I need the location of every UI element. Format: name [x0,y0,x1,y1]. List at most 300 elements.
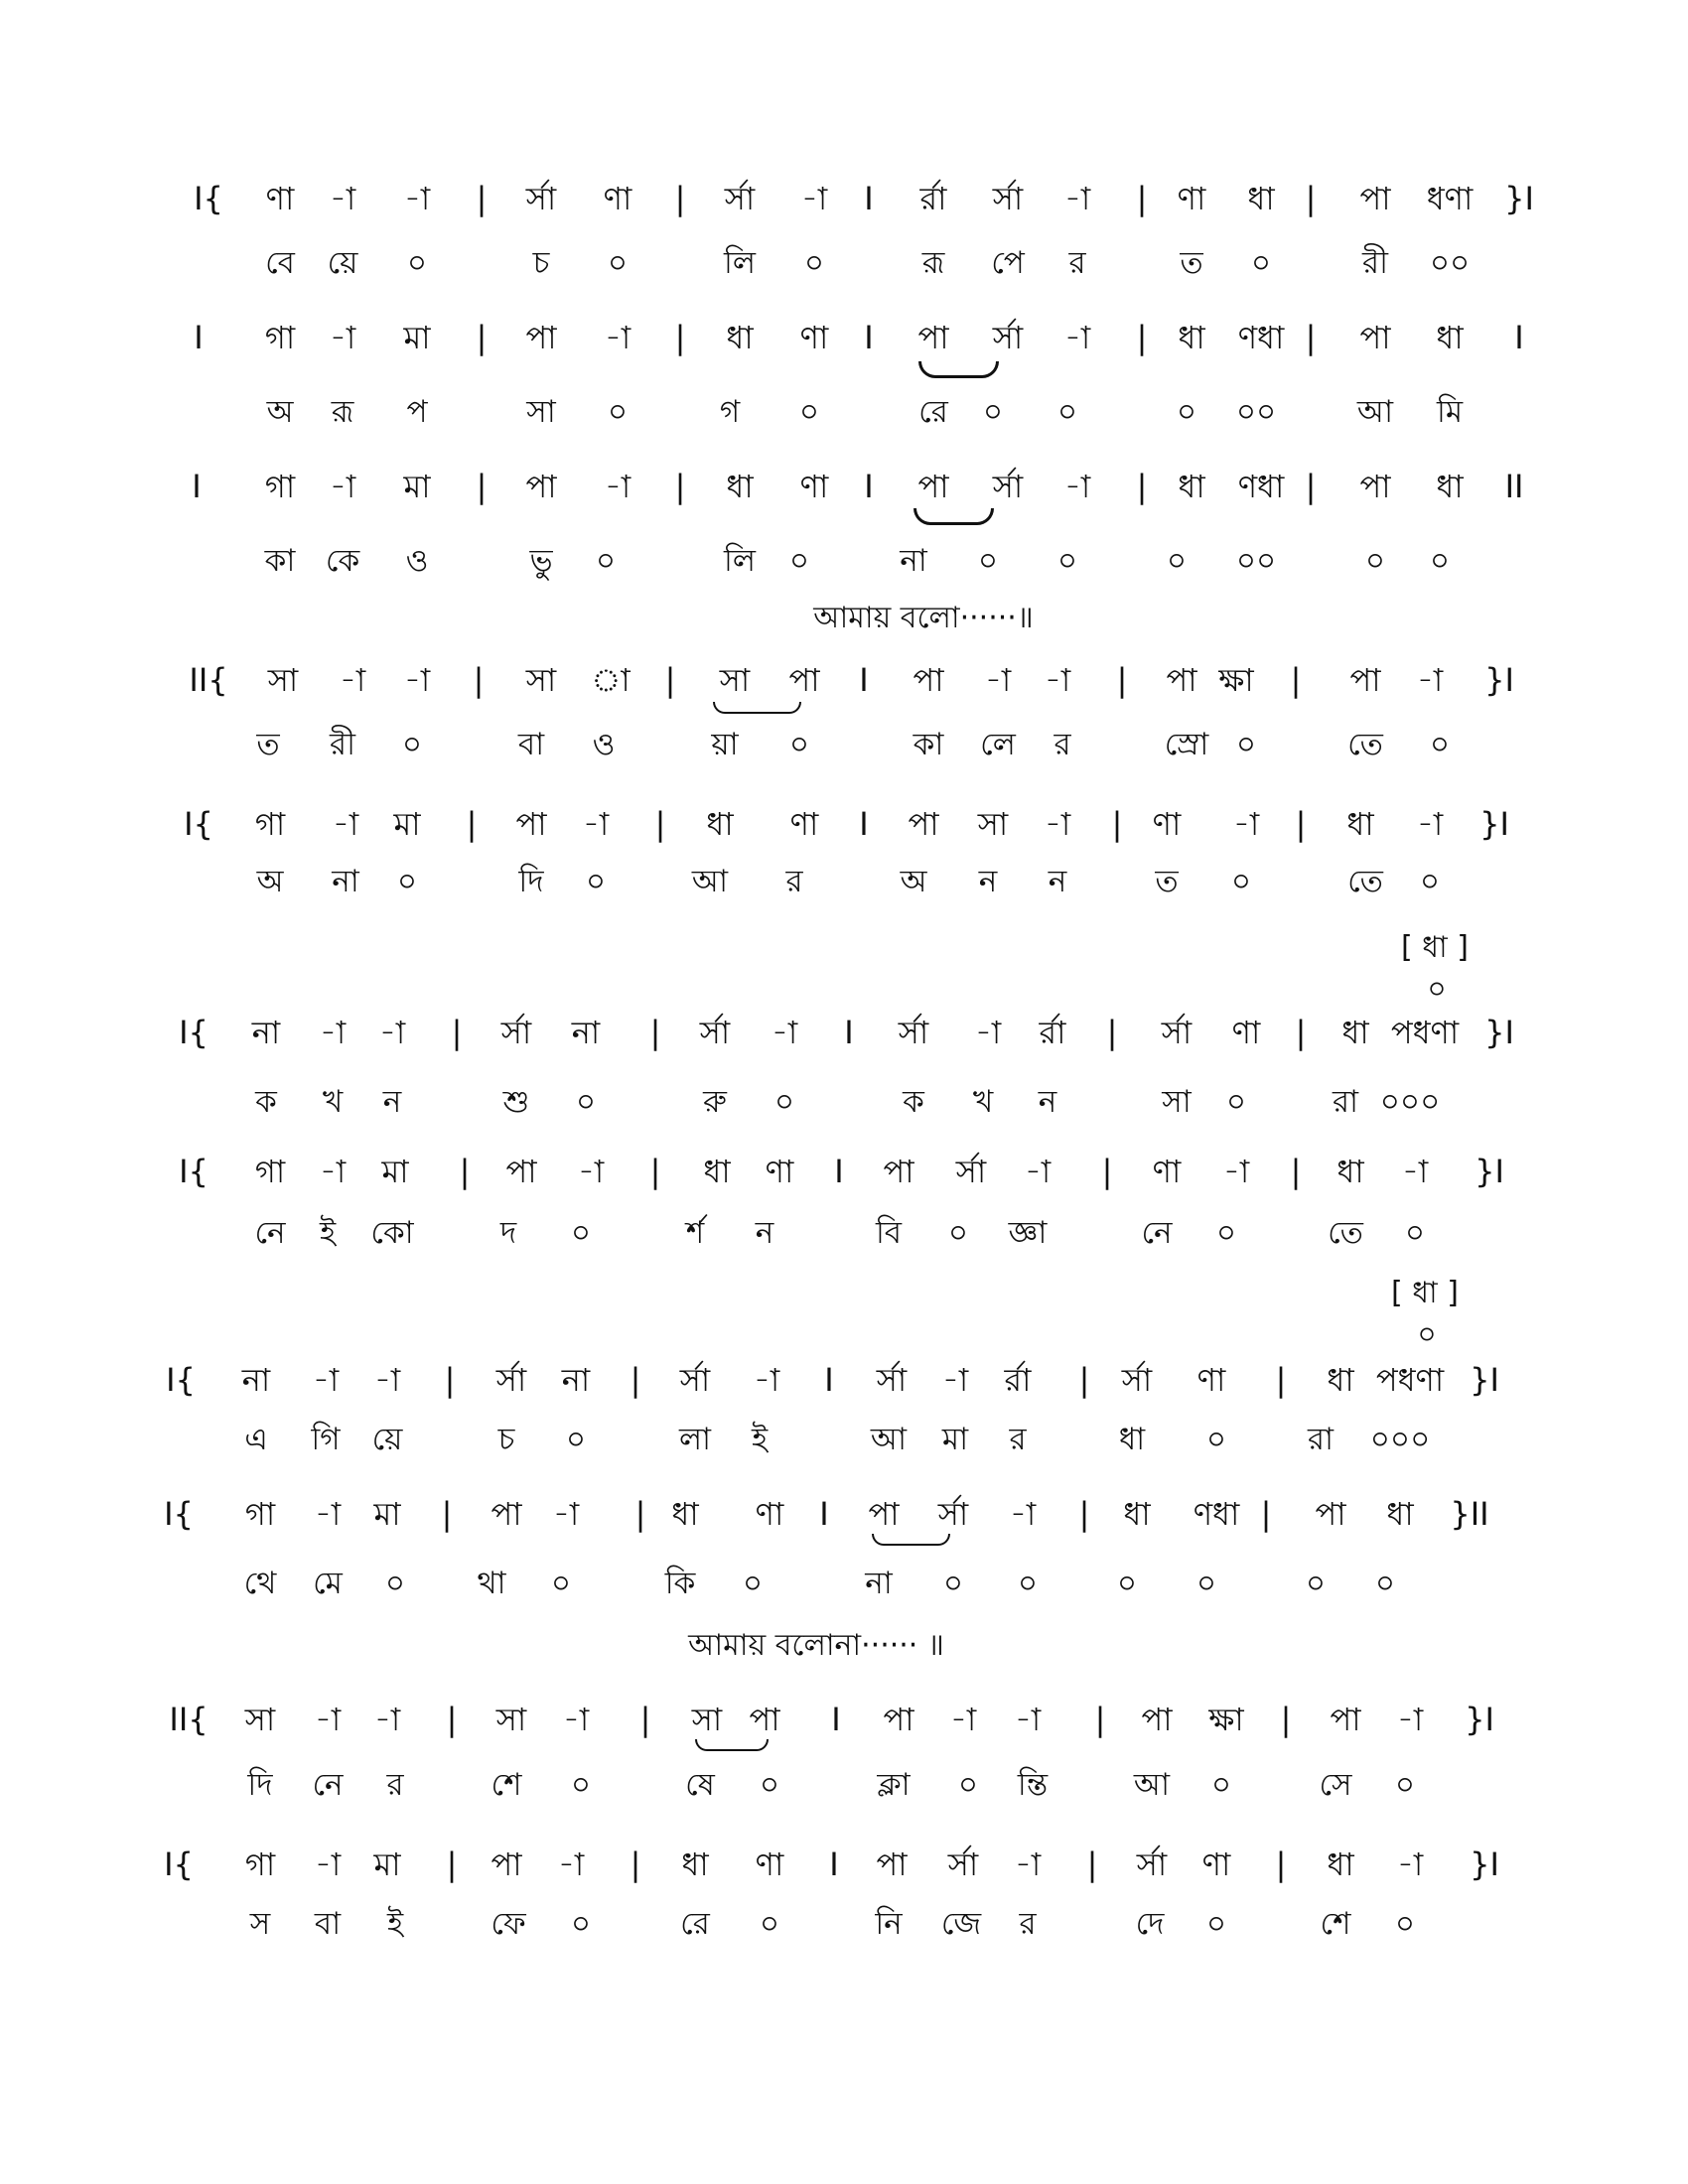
lyric: তে [1347,864,1383,899]
note: পধণা [1390,1014,1460,1051]
note: | [473,661,485,699]
note: | [1305,468,1317,505]
lyric: ০ [570,1906,592,1942]
lyric: ০ [947,1215,969,1251]
note: ধা [1436,468,1464,505]
note: মা [381,1153,409,1190]
lyric: দি [247,1767,273,1803]
lyric: বা [517,727,545,762]
note: মা [403,319,431,356]
lyric: কে [325,543,360,579]
lyric: না [900,543,927,579]
note: -া [378,1014,406,1051]
lyric: ক [903,1084,924,1120]
lyric: ০ [565,1422,587,1457]
lyric: য়ে [327,245,358,281]
note: র্সা [525,180,557,217]
note: া [591,661,631,699]
lyric: র [1019,1906,1037,1942]
note: মা [373,1845,401,1883]
note: II{ [189,661,228,699]
note: I [844,1014,854,1051]
lyric: ০ [1394,1906,1416,1942]
note: I [192,468,202,505]
lyric: ০ [1017,1566,1039,1601]
lyric: প [406,394,428,430]
note: I [819,1495,829,1533]
lyric: ০ [1394,1767,1416,1803]
lyric: ০ [742,1566,764,1601]
note: পা [876,1845,908,1883]
lyric: আ [870,1422,908,1457]
note: | [1290,1153,1302,1190]
lyric: ০ [759,1767,780,1803]
note: পা [1359,468,1391,505]
note: র্সা [679,1361,711,1399]
note: | [1111,805,1123,843]
variant-note: [ ধা ] [1391,1276,1459,1310]
lyric: ০ [957,1767,979,1803]
lyric: ০ [1305,1566,1327,1601]
lyric: কি [664,1566,696,1601]
note: I [834,1153,844,1190]
note: ধা [1178,468,1205,505]
lyric: ন [978,864,998,899]
note: | [630,1361,641,1399]
note: পা [1330,1701,1361,1738]
note: ণা [765,1153,794,1190]
note: পা [1315,1495,1346,1533]
note: ণধা [1193,1495,1240,1533]
note: ণধা [1237,468,1285,505]
note: | [1305,180,1317,217]
lyric: খ [972,1084,994,1120]
note: গা [254,1153,286,1190]
lyric: বে [265,245,295,281]
note: }I [1504,180,1534,217]
note: -া [582,805,610,843]
lyric: অ [900,864,927,899]
note: সা [495,1701,527,1738]
lyric: ০ [942,1566,964,1601]
lyric: ও [592,727,616,762]
note: ক্ষা [1218,661,1254,699]
note: -া [1014,1845,1042,1883]
note: | [1136,180,1148,217]
note: | [630,1845,641,1883]
note: -া [1396,1701,1424,1738]
note: -া [949,1701,977,1738]
note: I{ [164,1495,194,1533]
lyric: স্রো [1164,727,1209,762]
lyric: তে [1328,1215,1363,1251]
lyric: দি [518,864,544,899]
lyric: নে [254,1215,286,1251]
lyric: কা [264,543,296,579]
note: ণা [1231,1014,1261,1051]
note: -া [329,468,356,505]
lyric: ন্তি [1017,1767,1049,1803]
note: }I [1465,1701,1494,1738]
note: | [634,1495,646,1533]
lyric: ০ [982,394,1004,430]
note: পা [917,319,949,356]
note: | [1305,319,1317,356]
note: র্সা [1121,1361,1153,1399]
note: পা [491,1495,522,1533]
lyric: মা [941,1422,969,1457]
note: ধা [1247,180,1275,217]
note: I [829,1845,839,1883]
note: | [654,805,666,843]
lyric: চ [532,245,550,281]
note: -া [319,1153,347,1190]
note: সা [691,1701,723,1738]
lyric: দে [1135,1906,1165,1942]
slur-mark [695,1739,769,1751]
note: পা [749,1701,780,1738]
lyric: ০ [1230,864,1252,899]
lyric: র [1054,727,1071,762]
lyric: জে [940,1906,982,1942]
lyric: কো [370,1215,414,1251]
lyric: ন [755,1215,774,1251]
note: পা [1166,661,1197,699]
lyric: থে [243,1566,277,1601]
lyric: ০০ [1235,394,1277,430]
lyric: ০ [607,394,629,430]
lyric: ০ [1404,1215,1426,1251]
note: ণা [1196,1361,1226,1399]
note: ধা [1178,319,1205,356]
note: | [1078,1495,1090,1533]
lyric: থা [477,1566,506,1601]
note: র্সা [947,1845,979,1883]
lyric: লি [724,245,756,281]
lyric: নে [1141,1215,1173,1251]
note: | [459,1153,471,1190]
lyric: শু [502,1084,530,1120]
lyric: ০০০ [1369,1422,1431,1457]
note: ধা [1386,1495,1414,1533]
note: | [444,1361,456,1399]
lyric: ত [256,727,280,762]
note: -া [1014,1701,1042,1738]
note: মা [403,468,431,505]
lyric: ০ [570,1767,592,1803]
note: -া [562,1701,590,1738]
lyric: ০ [1205,1422,1227,1457]
note: -া [552,1495,580,1533]
lyric: ০ [1116,1566,1138,1601]
note: | [664,661,676,699]
note: র্সা [876,1361,908,1399]
lyric: ই [386,1906,404,1942]
lyric: বা [314,1906,342,1942]
note: | [1295,805,1307,843]
lyric: ০ [585,864,607,899]
lyric: ০ [406,245,428,281]
note: -া [604,468,632,505]
note: ধা [726,319,754,356]
note: গা [264,319,296,356]
note: | [1290,661,1302,699]
lyric: তে [1347,727,1383,762]
note: | [674,468,686,505]
note: সা [977,805,1009,843]
note: I [864,319,874,356]
note: গা [264,468,296,505]
note: ধা [1341,1014,1369,1051]
note: | [649,1153,661,1190]
note: | [476,180,488,217]
lyric: ০ [1235,727,1257,762]
note: পা [908,805,939,843]
lyric: সে [1319,1767,1352,1803]
lyric: ০ [1210,1767,1232,1803]
variant-lyric: ০ [1417,1317,1437,1352]
note: I{ [166,1361,196,1399]
variant-note: [ ধা ] [1401,930,1469,965]
lyric: সা [1162,1084,1192,1120]
note: পধণা [1375,1361,1445,1399]
lyric: অ [256,864,284,899]
note: ণা [799,468,829,505]
note: | [1116,661,1128,699]
lyric: ০ [774,1084,795,1120]
note: }I [1475,1153,1504,1190]
lyric: শে [1320,1906,1351,1942]
note: II{ [169,1701,209,1738]
note: I{ [164,1845,194,1883]
note: সা [267,661,299,699]
lyric: লা [678,1422,712,1457]
note: ধণা [1426,180,1474,217]
slur-mark [918,361,999,378]
note: ণা [755,1845,784,1883]
lyric: য়া [711,727,739,762]
slur-mark [713,702,801,714]
note: -া [403,180,431,217]
note: -া [1401,1153,1429,1190]
lyric: ০ [607,245,629,281]
lyric: ০ [759,1906,780,1942]
lyric: ই [751,1422,769,1457]
lyric: ০ [1250,245,1272,281]
lyric: ন [1048,864,1067,899]
note: | [476,319,488,356]
lyric: ০ [1056,543,1078,579]
lyric: ০০০ [1379,1084,1441,1120]
slur-mark [914,508,994,525]
note: -া [373,1701,401,1738]
lyric: গ [719,394,741,430]
note: ধা [671,1495,699,1533]
lyric: রূ [921,245,945,281]
note: -া [403,661,431,699]
note: সা [244,1701,276,1738]
lyric: ০ [595,543,617,579]
note: -া [339,661,366,699]
lyric: রু [703,1084,727,1120]
note: ধা [1436,319,1464,356]
lyric: রে [680,1906,710,1942]
note: ক্ষা [1208,1701,1244,1738]
note: I [194,319,204,356]
lyric: ০ [1176,394,1197,430]
note: | [1275,1361,1287,1399]
lyric: শে [491,1767,522,1803]
lyric: ০ [977,543,999,579]
note: }I [1484,661,1514,699]
note: I [864,180,874,217]
note: -া [604,319,632,356]
note: পা [883,1701,914,1738]
note: ধা [1346,805,1374,843]
lyric: ০ [1205,1906,1227,1942]
note: ণা [1177,180,1206,217]
note: I{ [194,180,223,217]
lyric: বি [875,1215,903,1251]
note: I{ [179,1153,209,1190]
lyric: র্শ [685,1215,705,1251]
note: -া [1044,805,1071,843]
note: র্সা [1136,1845,1168,1883]
lyric: পে [991,245,1025,281]
refrain-text: আমায় বলোনা······ ॥ [688,1628,944,1663]
note: | [1078,1361,1090,1399]
lyric: জ্ঞা [1008,1215,1048,1251]
note: না [571,1014,601,1051]
note: | [674,319,686,356]
lyric: কা [913,727,944,762]
note: -া [974,1014,1002,1051]
note: মা [373,1495,401,1533]
note: II [1504,468,1524,505]
lyric: ভু [529,543,553,579]
note: -া [329,319,356,356]
note: -া [941,1361,969,1399]
lyric: ই [319,1215,337,1251]
note: না [251,1014,281,1051]
lyric: ০ [788,727,810,762]
note: র্সা [898,1014,929,1051]
lyric: লে [980,727,1016,762]
note: | [476,468,488,505]
note: }I [1470,1361,1499,1399]
lyric: মি [1436,394,1464,430]
lyric: ত [1180,245,1203,281]
note: র্সা [937,1495,969,1533]
note: পা [525,468,557,505]
note: ধা [1327,1845,1354,1883]
note: ণা [1152,1153,1182,1190]
note: | [1275,1845,1287,1883]
note: I{ [179,1014,209,1051]
lyric: লি [724,543,756,579]
lyric: না [865,1566,893,1601]
note: ধা [1336,1153,1364,1190]
note: র্সা [699,1014,731,1051]
note: র্সা [500,1014,532,1051]
lyric: সা [526,394,556,430]
lyric: দ [499,1215,517,1251]
lyric: ০ [803,245,825,281]
note: পা [1359,180,1391,217]
note: পা [917,468,949,505]
lyric: ০ [550,1566,572,1601]
note: | [1295,1014,1307,1051]
note: -া [1009,1495,1037,1533]
lyric: চ [497,1422,515,1457]
note: -া [314,1701,342,1738]
note: -া [577,1153,605,1190]
note: ণা [799,319,829,356]
lyric: রে [918,394,948,430]
note: -া [312,1361,340,1399]
note: -া [1232,805,1260,843]
note: }I [1470,1845,1499,1883]
lyric: ০ [384,1566,406,1601]
note: পা [883,1153,914,1190]
note: র্সা [992,180,1024,217]
note: পা [868,1495,900,1533]
note: পা [491,1845,522,1883]
lyric: ০ [788,543,810,579]
lyric: অ [266,394,294,430]
note: পা [1349,661,1381,699]
lyric: ০ [1419,864,1441,899]
lyric: ০ [1374,1566,1396,1601]
note: | [451,1014,463,1051]
note: | [1086,1845,1098,1883]
slur-mark [872,1534,950,1546]
note: পা [1141,1701,1173,1738]
lyric: ষে [685,1767,715,1803]
note: গা [254,805,286,843]
lyric: ০ [570,1215,592,1251]
note: -া [1396,1845,1424,1883]
note: -া [1063,468,1091,505]
note: I [859,805,869,843]
note: র্সা [1161,1014,1193,1051]
note: ণা [1201,1845,1231,1883]
lyric: ধা [1118,1422,1146,1457]
note: ধা [726,468,754,505]
lyric: ন [1038,1084,1057,1120]
lyric: রী [330,727,355,762]
note: -া [753,1361,780,1399]
note: -া [314,1495,342,1533]
lyric: ফে [491,1906,526,1942]
lyric: রূ [331,394,354,430]
lyric: ত [1155,864,1179,899]
lyric: ০ [1364,543,1386,579]
note: ধা [703,1153,731,1190]
note: পা [788,661,820,699]
note: না [241,1361,271,1399]
note: I [831,1701,841,1738]
lyric: আ [691,864,729,899]
note: -া [771,1014,798,1051]
note: -া [984,661,1012,699]
note: -া [314,1845,342,1883]
lyric: আ [1356,394,1394,430]
note: -া [329,180,356,217]
note: -া [319,1014,347,1051]
note: | [446,1701,458,1738]
note: I [859,661,869,699]
